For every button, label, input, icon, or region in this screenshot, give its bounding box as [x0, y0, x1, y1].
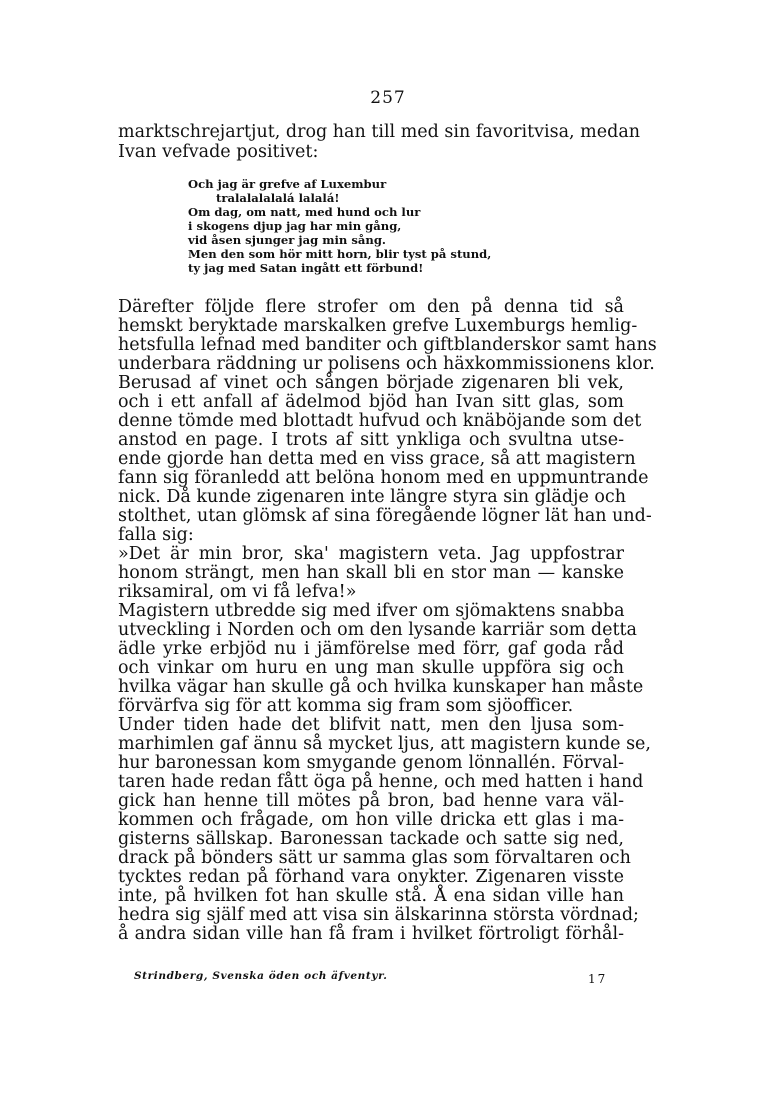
body-line-32: inte, på hvilken fot han skulle stå. Å ena sidan ville han [118, 886, 624, 906]
verse-line-2: tralalalalalá lalalá! [216, 191, 340, 205]
body-line-33: hedra sig själf med att visa sin älskarinna största vördnad; [118, 905, 639, 925]
body-line-12: stolthet, utan glömsk af sina föregående lögner lät han und- [118, 506, 652, 526]
verse-line-7: ty jag med Satan ingått ett förbund! [188, 261, 424, 275]
body-line-4: underbara räddning ur polisens och häxkommissionens klor. [118, 354, 655, 374]
body-line-30: drack på bönders sätt ur samma glas som förvaltaren och [118, 848, 631, 868]
page-number: 257 [370, 88, 406, 108]
body-line-15: honom strängt, men han skall bli en stor man — kanske [118, 563, 624, 583]
body-line-13: falla sig: [118, 525, 194, 545]
body-line-5: Berusad af vinet och sången började zigenaren bli vek, [118, 373, 624, 393]
body-line-2: hemskt beryktade marskalken grefve Luxemburgs hemlig- [118, 316, 638, 336]
body-line-28: kommen och frågade, om hon ville dricka ett glas i ma- [118, 810, 624, 830]
body-line-17: Magistern utbredde sig med ifver om sjömaktens snabba [118, 601, 625, 621]
body-line-16: riksamiral, om vi få lefva!» [118, 582, 357, 602]
body-line-34: å andra sidan ville han få fram i hvilket förtroligt förhål- [118, 924, 624, 944]
body-line-6: och i ett anfall af ädelmod bjöd han Ivan sitt glas, som [118, 392, 624, 412]
body-line-25: hur baronessan kom smygande genom lönnallén. Förval- [118, 753, 624, 773]
footer-signature: Strindberg, Svenska öden och äfventyr. [134, 970, 388, 982]
body-line-9: ende gjorde han detta med en viss grace, så att magistern [118, 449, 636, 469]
body-line-29: gisterns sällskap. Baronessan tackade och satte sig ned, [118, 829, 624, 849]
body-line-19: ädle yrke erbjöd nu i jämförelse med förr, gaf goda råd [118, 639, 624, 659]
body-line-21: hvilka vägar han skulle gå och hvilka kunskaper han måste [118, 677, 644, 697]
opening-line-1: marktschrejartjut, drog han till med sin favoritvisa, medan [118, 122, 641, 142]
body-line-24: marhimlen gaf ännu så mycket ljus, att magistern kunde se, [118, 734, 651, 754]
body-line-1: Därefter följde flere strofer om den på denna tid så [118, 297, 624, 317]
body-line-20: och vinkar om huru en ung man skulle uppföra sig och [118, 658, 624, 678]
footer-sheet-number: 17 [588, 972, 608, 986]
body-line-10: fann sig föranledd att belöna honom med en uppmuntrande [118, 468, 649, 488]
body-line-7: denne tömde med blottadt hufvud och knäböjande som det [118, 411, 642, 431]
body-line-14: »Det är min bror, ska' magistern veta. Jag uppfostrar [118, 544, 624, 564]
body-line-3: hetsfulla lefnad med banditer och giftblanderskor samt hans [118, 335, 657, 355]
opening-line-2: Ivan vefvade positivet: [118, 142, 319, 162]
verse-line-3: Om dag, om natt, med hund och lur [188, 205, 421, 219]
body-line-23: Under tiden hade det blifvit natt, men den ljusa som- [118, 715, 624, 735]
body-line-22: förvärfva sig för att komma sig fram som sjöofficer. [118, 696, 574, 716]
verse-line-4: i skogens djup jag har min gång, [188, 219, 402, 233]
verse-line-6: Men den som hör mitt horn, blir tyst på stund, [188, 247, 492, 261]
body-line-18: utveckling i Norden och om den lysande karriär som detta [118, 620, 637, 640]
body-line-11: nick. Då kunde zigenaren inte längre styra sin glädje och [118, 487, 626, 507]
body-line-27: gick han henne till mötes på bron, bad henne vara väl- [118, 791, 624, 811]
body-line-8: anstod en page. I trots af sitt ynkliga och svultna utse- [118, 430, 624, 450]
verse-line-5: vid åsen sjunger jag min sång. [188, 233, 386, 247]
body-line-31: tycktes redan på förhand vara onykter. Zigenaren visste [118, 867, 624, 887]
body-line-26: taren hade redan fått öga på henne, och med hatten i hand [118, 772, 644, 792]
verse-line-1: Och jag är grefve af Luxembur [188, 177, 387, 191]
